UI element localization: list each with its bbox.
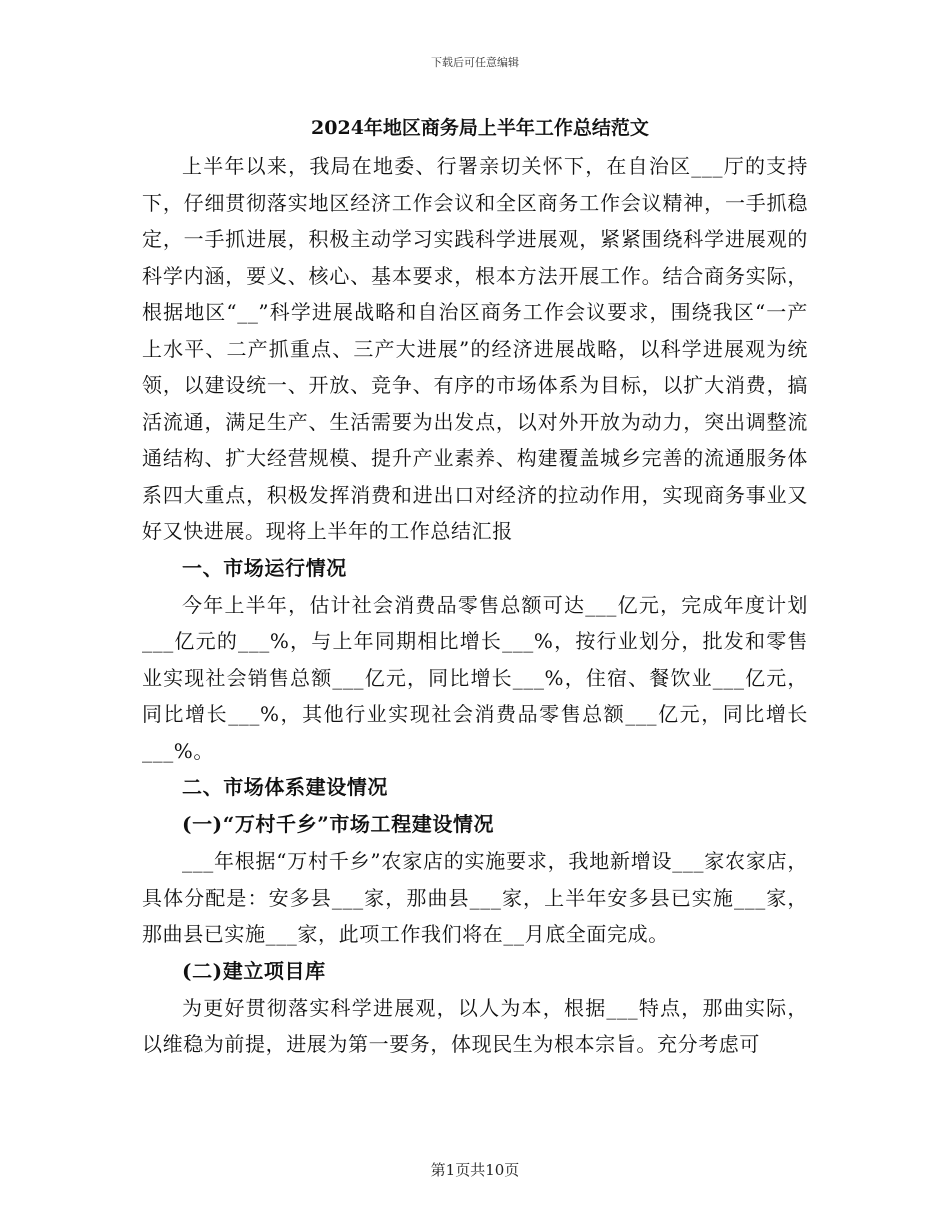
- market-operation-paragraph: 今年上半年，估计社会消费品零售总额可达___亿元，完成年度计划___亿元的___%，与上年同期相比增长___%，按行业划分，批发和零售业实现社会销售总额___亿元，同比增长___%，住宿、餐饮业___亿元，同比增长___%，其他行业实现社会消费品零售总额___亿元，同比增长___%。: [142, 592, 808, 763]
- subsection-heading-village-project: (一)“万村千乡”市场工程建设情况: [182, 812, 495, 836]
- project-library-paragraph: 为更好贯彻落实科学进展观，以人为本，根据___特点，那曲实际，以维稳为前提，进展为第一要务，体现民生为根本宗旨。充分考虑可: [142, 995, 808, 1056]
- document-body: [142, 112, 808, 1063]
- header-note: 下载后可任意编辑: [431, 56, 519, 69]
- section-heading-market-operation: 一、市场运行情况: [182, 555, 347, 580]
- subsection-heading-project-library: (二)建立项目库: [182, 958, 326, 983]
- document-title: 2024年地区商务局上半年工作总结范文: [311, 117, 649, 139]
- page-number: 第1页共10页: [430, 1161, 520, 1179]
- section-heading-market-system: 二、市场体系建设情况: [182, 775, 388, 799]
- intro-paragraph: 上半年以来，我局在地委、行署亲切关怀下，在自治区___厅的支持下，仔细贯彻落实地区经济工作会议和全区商务工作会议精神，一手抓稳定，一手抓进展，积极主动学习实践科学进展观，紧紧围绕科学进展观的科学内涵，要义、核心、基本要求，根本方法开展工作。结合商务实际，根据地区“__”科学进展战略和自治区商务工作会议要求，围绕我区“一产上水平、二产抓重点、三产大进展”的经济进展战略，以科学进展观为统领，以建设统一、开放、竞争、有序的市场体系为目标，以扩大消费，搞活流通，满足生产、生活需要为出发点，以对外开放为动力，突出调整流通结构、扩大经营规模、提升产业素养、构建覆盖城乡完善的流通服务体系四大重点，积极发挥消费和进出口对经济的拉动作用，实现商务事业又好又快进展。现将上半年的工作总结汇报: [142, 154, 808, 543]
- village-project-paragraph: ___年根据“万村千乡”农家店的实施要求，我地新增设___家农家店，具体分配是：安多县___家，那曲县___家，上半年安多县已实施___家，那曲县已实施___家，此项工作我们将在__月底全面完成。: [142, 849, 808, 946]
